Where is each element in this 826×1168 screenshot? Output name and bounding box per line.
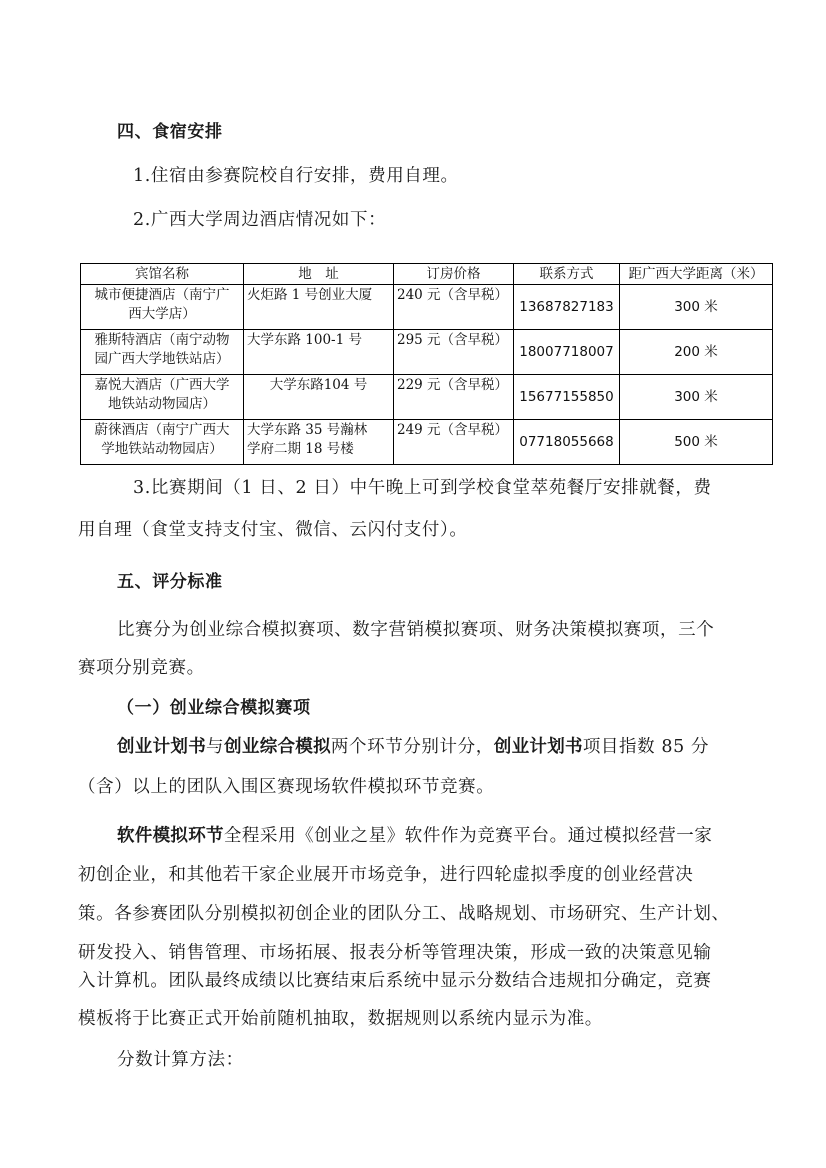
section-heading-scoring: 五、评分标准 — [117, 572, 223, 592]
hotel-address-cell — [244, 375, 394, 420]
hotel-name-line: 蔚徕酒店（南宁广西大 — [94, 422, 230, 438]
hotel-name-cell — [81, 285, 244, 330]
paragraph-software-line4: 研发投入、销售管理、市场拓展、报表分析等管理决策，形成一致的决策意见输 — [78, 943, 712, 963]
subsection-heading-entrepreneurship: （一）创业综合模拟赛项 — [117, 698, 311, 718]
paragraph-software-line6: 模板将于比赛正式开始前随机抽取，数据规则以系统内显示为准。 — [78, 1009, 603, 1029]
table-header-row — [81, 264, 773, 285]
hotel-price-cell: 295 元（含早税） — [394, 330, 514, 375]
hotel-distance-cell: 300 米 — [620, 375, 773, 420]
hotel-distance-cell: 200 米 — [620, 330, 773, 375]
text-span: 与 — [206, 737, 225, 757]
hotel-table — [80, 263, 773, 465]
hotel-name-cell — [81, 375, 244, 420]
keyword: 创业综合模拟 — [224, 737, 331, 757]
paragraph-meals-line1: 3.比赛期间（1 日、2 日）中午晚上可到学校食堂萃苑餐厅安排就餐，费 — [133, 478, 712, 498]
hotel-name-cell — [81, 420, 244, 465]
paragraph-software-line3: 策。各参赛团队分别模拟初创企业的团队分工、战略规划、市场研究、生产计划、 — [78, 904, 730, 924]
text-span: 全程采用《创业之星》软件作为竞赛平台。通过模拟经营一家 — [223, 826, 713, 846]
paragraph-plan-line2: （含）以上的团队入围区赛现场软件模拟环节竞赛。 — [78, 777, 495, 797]
hotel-name-line: 嘉悦大酒店（广西大学 — [94, 377, 230, 393]
text-span: 两个环节分别计分， — [330, 737, 494, 757]
paragraph-plan-line1 — [117, 733, 709, 758]
section-heading-accommodation: 四、食宿安排 — [117, 122, 223, 142]
table-row — [81, 330, 773, 375]
hotel-address-line: 大学东路 100-1 号 — [247, 332, 363, 348]
paragraph-meals-line2: 用自理（食堂支持支付宝、微信、云闪付支付）。 — [78, 520, 468, 540]
paragraph-software-line1 — [117, 822, 713, 847]
hotel-address-cell — [244, 285, 394, 330]
column-header: 距广西大学距离（米） — [620, 264, 773, 285]
paragraph-scoring-intro-line1: 比赛分为创业综合模拟赛项、数字营销模拟赛项、财务决策模拟赛项，三个 — [117, 620, 715, 640]
hotel-address-line: 大学东路104 号 — [269, 377, 368, 393]
table-row — [81, 420, 773, 465]
column-header: 地 址 — [244, 264, 394, 285]
hotel-name-line: 西大学店） — [128, 306, 196, 322]
table-row — [81, 285, 773, 330]
paragraph-hotels-intro: 2.广西大学周边酒店情况如下： — [133, 210, 387, 230]
hotel-price-cell: 240 元（含早税） — [394, 285, 514, 330]
keyword: 创业计划书 — [493, 737, 583, 757]
hotel-phone-cell: 18007718007 — [514, 330, 620, 375]
paragraph-scoring-intro-line2: 赛项分别竞赛。 — [78, 658, 205, 678]
hotel-address-cell — [244, 330, 394, 375]
column-header: 宾馆名称 — [81, 264, 244, 285]
hotel-address-line: 学府二期 18 号楼 — [247, 441, 354, 457]
paragraph-score-method: 分数计算方法： — [117, 1050, 244, 1070]
paragraph-software-line5: 入计算机。团队最终成绩以比赛结束后系统中显示分数结合违规扣分确定，竞赛 — [78, 971, 712, 991]
hotel-address-line: 大学东路 35 号瀚林 — [247, 422, 368, 438]
table-row — [81, 375, 773, 420]
hotel-name-line: 地铁站动物园店） — [108, 396, 216, 412]
hotel-distance-cell: 500 米 — [620, 420, 773, 465]
hotel-phone-cell: 13687827183 — [514, 285, 620, 330]
hotel-name-line: 雅斯特酒店（南宁动物 — [94, 332, 230, 348]
column-header: 订房价格 — [394, 264, 514, 285]
hotel-distance-cell: 300 米 — [620, 285, 773, 330]
paragraph-lodging: 1.住宿由参赛院校自行安排，费用自理。 — [133, 166, 459, 186]
column-header: 联系方式 — [514, 264, 620, 285]
hotel-phone-cell: 15677155850 — [514, 375, 620, 420]
hotel-price-cell: 229 元（含早税） — [394, 375, 514, 420]
text-span: 项目指数 85 分 — [582, 737, 710, 757]
hotel-name-line: 学地铁站动物园店） — [101, 441, 223, 457]
keyword: 创业计划书 — [117, 737, 206, 757]
hotel-address-cell — [244, 420, 394, 465]
keyword: 软件模拟环节 — [117, 826, 224, 846]
hotel-phone-cell: 07718055668 — [514, 420, 620, 465]
hotel-name-line: 城市便捷酒店（南宁广 — [94, 287, 230, 303]
paragraph-software-line2: 初创企业，和其他若干家企业展开市场竞争，进行四轮虚拟季度的创业经营决 — [78, 865, 694, 885]
hotel-address-line: 火炬路 1 号创业大厦 — [247, 287, 373, 303]
hotel-name-cell — [81, 330, 244, 375]
hotel-name-line: 园广西大学地铁站店） — [94, 351, 230, 367]
hotel-price-cell: 249 元（含早税） — [394, 420, 514, 465]
